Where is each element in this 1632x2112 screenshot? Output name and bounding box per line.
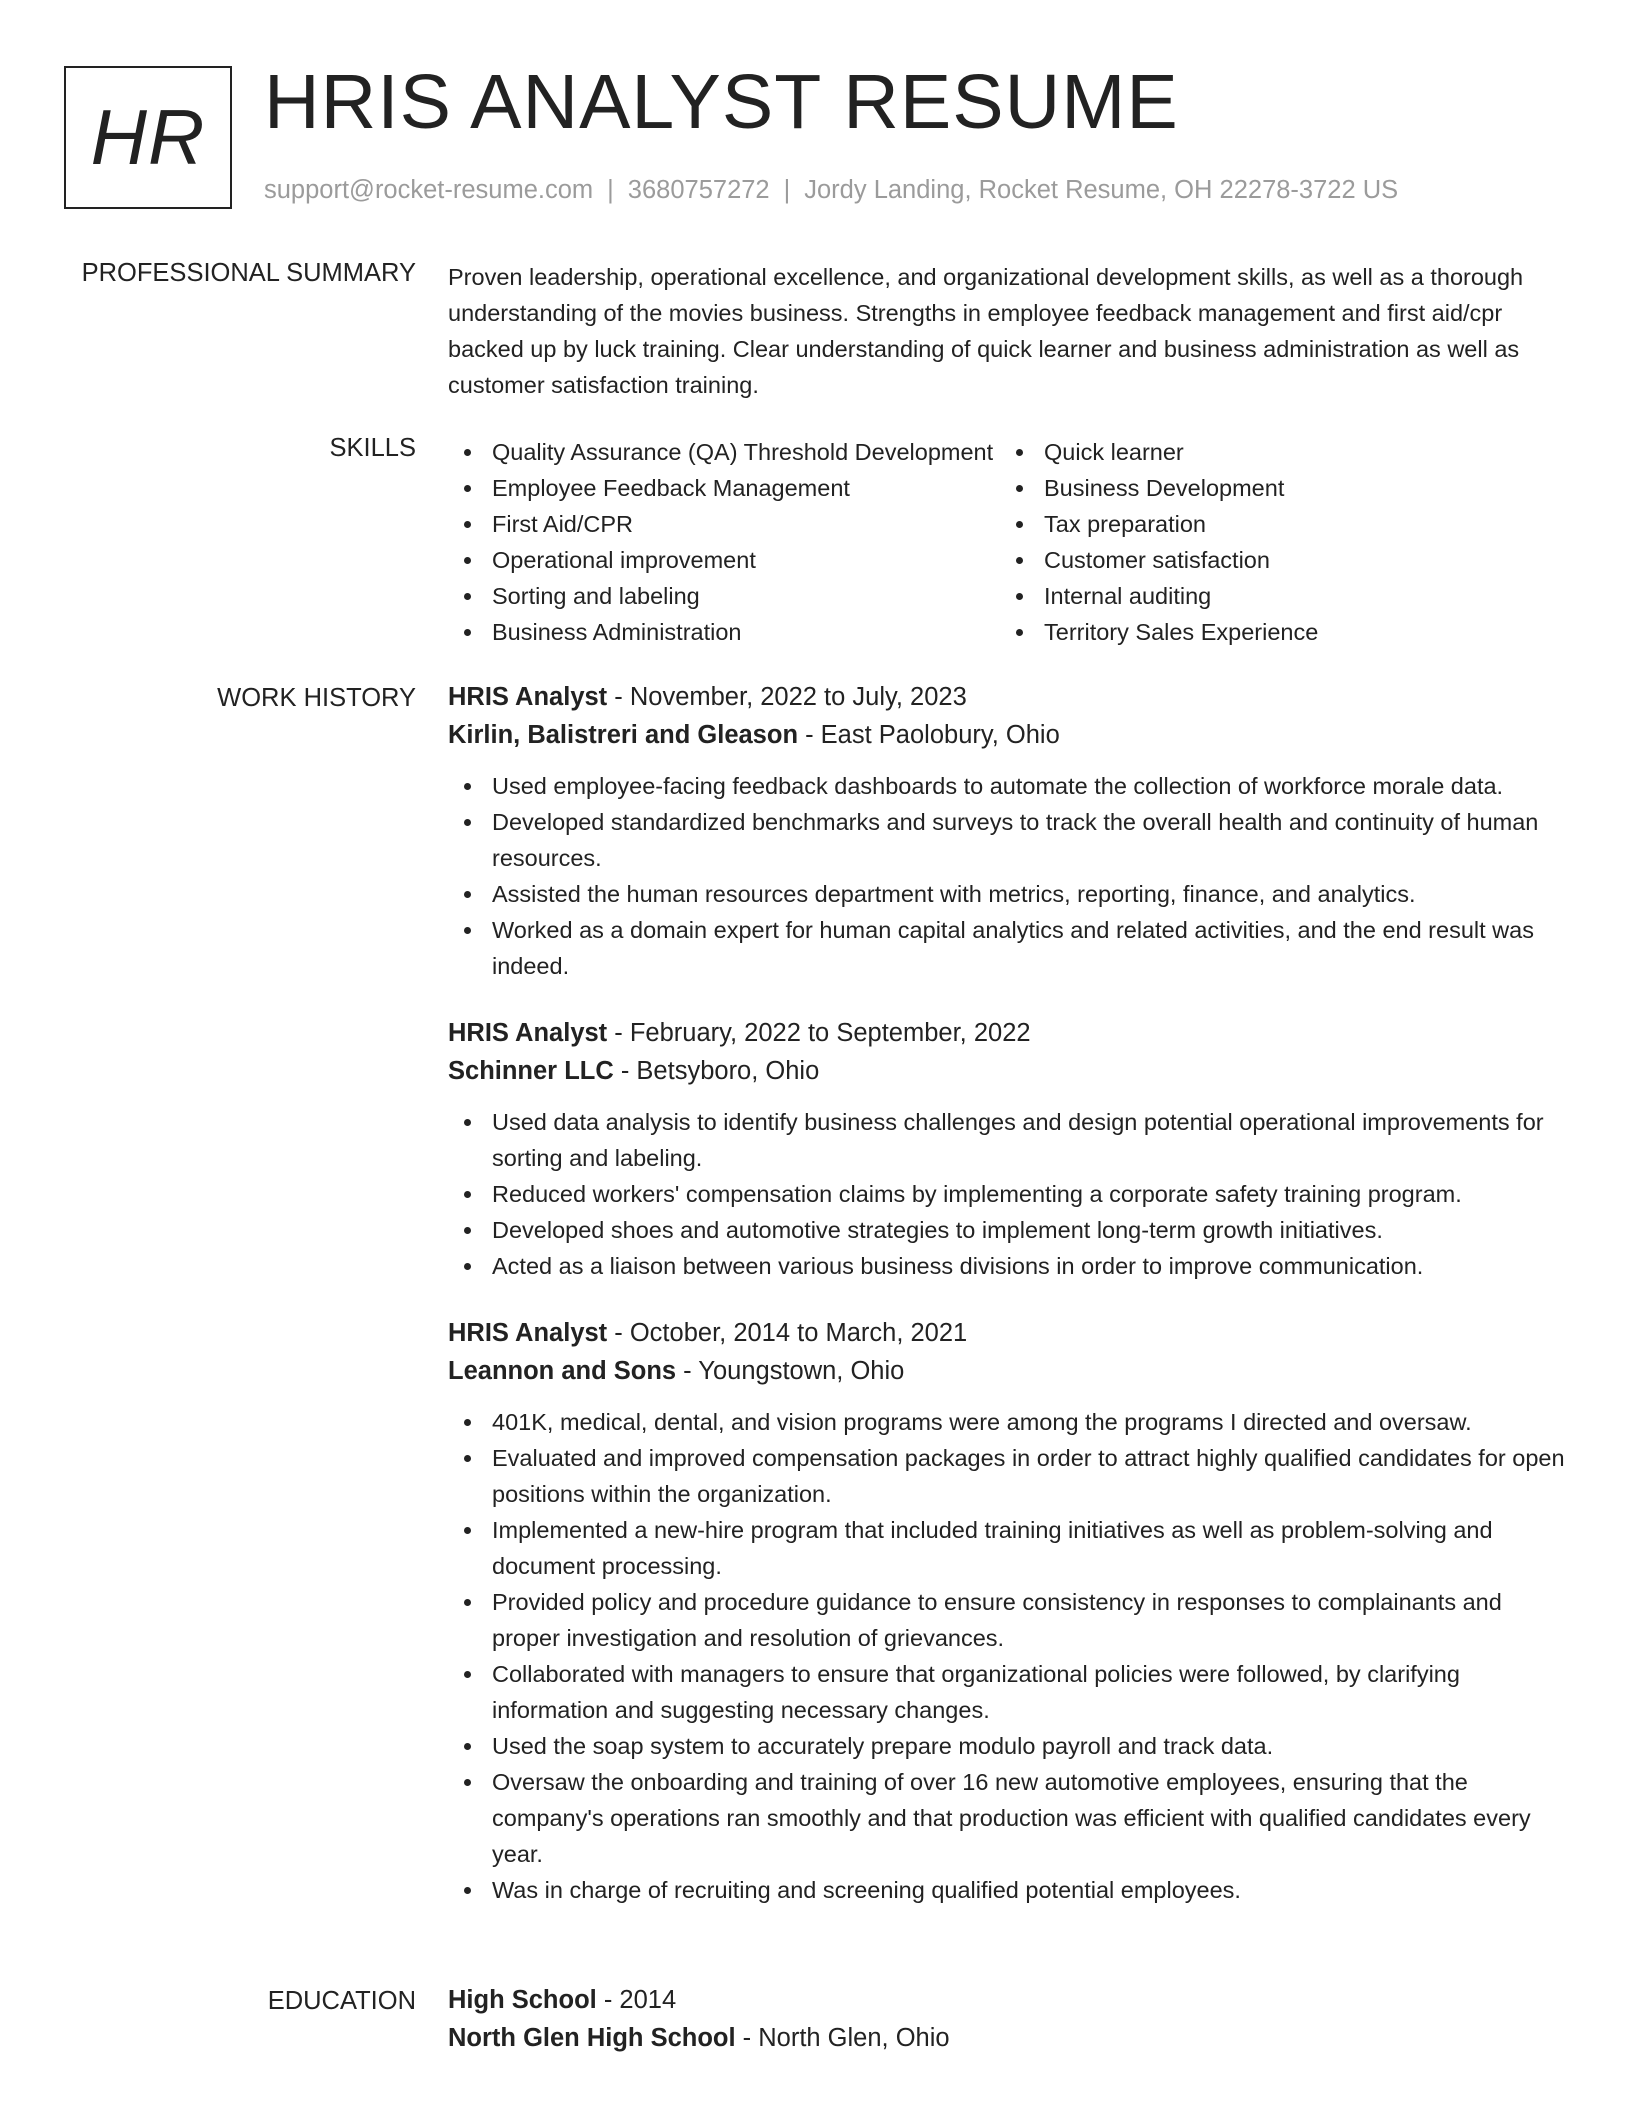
job-location: - Betsyboro, Ohio [613,1057,820,1085]
job-bullet: Oversaw the onboarding and training of over 16 new automotive employees, ensuring that the company's operations ran smoothly and that production was efficient with qualified candidates every year. [448,1764,1568,1872]
job-bullet: 401K, medical, dental, and vision programs were among the programs I directed and oversaw. [448,1404,1568,1440]
work-history-body [448,678,1568,1938]
job-title: HRIS Analyst [448,1019,608,1047]
education-school-line [448,2019,1568,2057]
monogram-initials: HR [90,93,206,181]
job-company-line [448,716,1568,754]
job-bullet: Used data analysis to identify business challenges and design potential operational improvements for sorting and labeling. [448,1104,1568,1176]
job-company: Leannon and Sons [448,1357,677,1385]
contact-phone[interactable]: 3680757272 [627,176,770,204]
education-degree-line [448,1981,1568,2019]
section-label-skills: SKILLS [329,434,416,462]
job-title-line [448,1014,1568,1052]
job-entry [448,1314,1568,1908]
job-bullets [448,768,1568,984]
education-year: - 2014 [596,1986,677,2014]
skill-item: Tax preparation [1000,506,1520,542]
skill-item: Internal auditing [1000,578,1520,614]
job-dates: - February, 2022 to September, 2022 [607,1019,1031,1047]
skill-item: Employee Feedback Management [448,470,1000,506]
job-title: HRIS Analyst [448,683,608,711]
job-bullet: Implemented a new-hire program that included training initiatives as well as problem-solving and document processing. [448,1512,1568,1584]
job-company-line [448,1052,1568,1090]
job-bullet: Assisted the human resources department with metrics, reporting, finance, and analytics. [448,876,1568,912]
skill-item: Territory Sales Experience [1000,614,1520,650]
job-company-line [448,1352,1568,1390]
section-label-education: EDUCATION [267,1987,416,2015]
section-label-summary: PROFESSIONAL SUMMARY [81,259,416,287]
job-bullet: Provided policy and procedure guidance to ensure consistency in responses to complainants and proper investigation and resolution of grievances. [448,1584,1568,1656]
job-company: Kirlin, Balistreri and Gleason [448,721,799,749]
job-bullet: Used employee-facing feedback dashboards to automate the collection of workforce morale data. [448,768,1568,804]
job-location: - East Paolobury, Ohio [798,721,1060,749]
job-bullet: Developed standardized benchmarks and surveys to track the overall health and continuity of human resources. [448,804,1568,876]
contact-line [264,176,1398,205]
section-label-work-history: WORK HISTORY [217,684,416,712]
skill-item: Customer satisfaction [1000,542,1520,578]
skills-list [448,434,1568,650]
education-degree: High School [448,1986,597,2014]
contact-separator: | [783,176,791,204]
resume-title: HRIS ANALYST RESUME [264,59,1179,145]
education-location: - North Glen, Ohio [735,2024,950,2052]
summary-text: Proven leadership, operational excellence, and organizational development skills, as well as a thorough understanding of the movies business. Strengths in employee feedback management and first aid/cpr backed up by luck training. Clear understanding of quick learner and business administration as well as customer satisfaction training. [448,264,1524,398]
job-bullets [448,1404,1568,1908]
job-dates: - October, 2014 to March, 2021 [607,1319,968,1347]
skill-item: Business Development [1000,470,1520,506]
skill-item: Business Administration [448,614,1000,650]
job-bullet: Used the soap system to accurately prepare modulo payroll and track data. [448,1728,1568,1764]
skill-item: Quality Assurance (QA) Threshold Development [448,434,1000,470]
job-bullet: Acted as a liaison between various business divisions in order to improve communication. [448,1248,1568,1284]
job-title-line [448,678,1568,716]
job-bullet: Was in charge of recruiting and screening qualified potential employees. [448,1872,1568,1908]
job-bullet: Worked as a domain expert for human capital analytics and related activities, and the end result was indeed. [448,912,1568,984]
skill-item: First Aid/CPR [448,506,1000,542]
job-company: Schinner LLC [448,1057,614,1085]
education-body [448,1981,1568,2057]
education-school: North Glen High School [448,2024,736,2052]
job-entry [448,1014,1568,1284]
contact-separator: | [607,176,614,204]
skills-column-right [1000,434,1520,650]
job-entry [448,678,1568,984]
contact-email[interactable]: support@rocket-resume.com [264,176,594,204]
job-bullet: Developed shoes and automotive strategies to implement long-term growth initiatives. [448,1212,1568,1248]
job-bullet: Reduced workers' compensation claims by implementing a corporate safety training program. [448,1176,1568,1212]
monogram-box [64,66,232,209]
skills-column-left [448,434,1000,650]
job-bullet: Evaluated and improved compensation packages in order to attract highly qualified candidates for open positions within the organization. [448,1440,1568,1512]
contact-address: Jordy Landing, Rocket Resume, OH 22278-3722 US [804,176,1399,204]
job-bullets [448,1104,1568,1284]
job-location: - Youngstown, Ohio [676,1357,905,1385]
job-title: HRIS Analyst [448,1319,608,1347]
job-bullet: Collaborated with managers to ensure that organizational policies were followed, by clarifying information and suggesting necessary changes. [448,1656,1568,1728]
skill-item: Sorting and labeling [448,578,1000,614]
job-title-line [448,1314,1568,1352]
skill-item: Quick learner [1000,434,1520,470]
job-dates: - November, 2022 to July, 2023 [607,683,967,711]
skill-item: Operational improvement [448,542,1000,578]
